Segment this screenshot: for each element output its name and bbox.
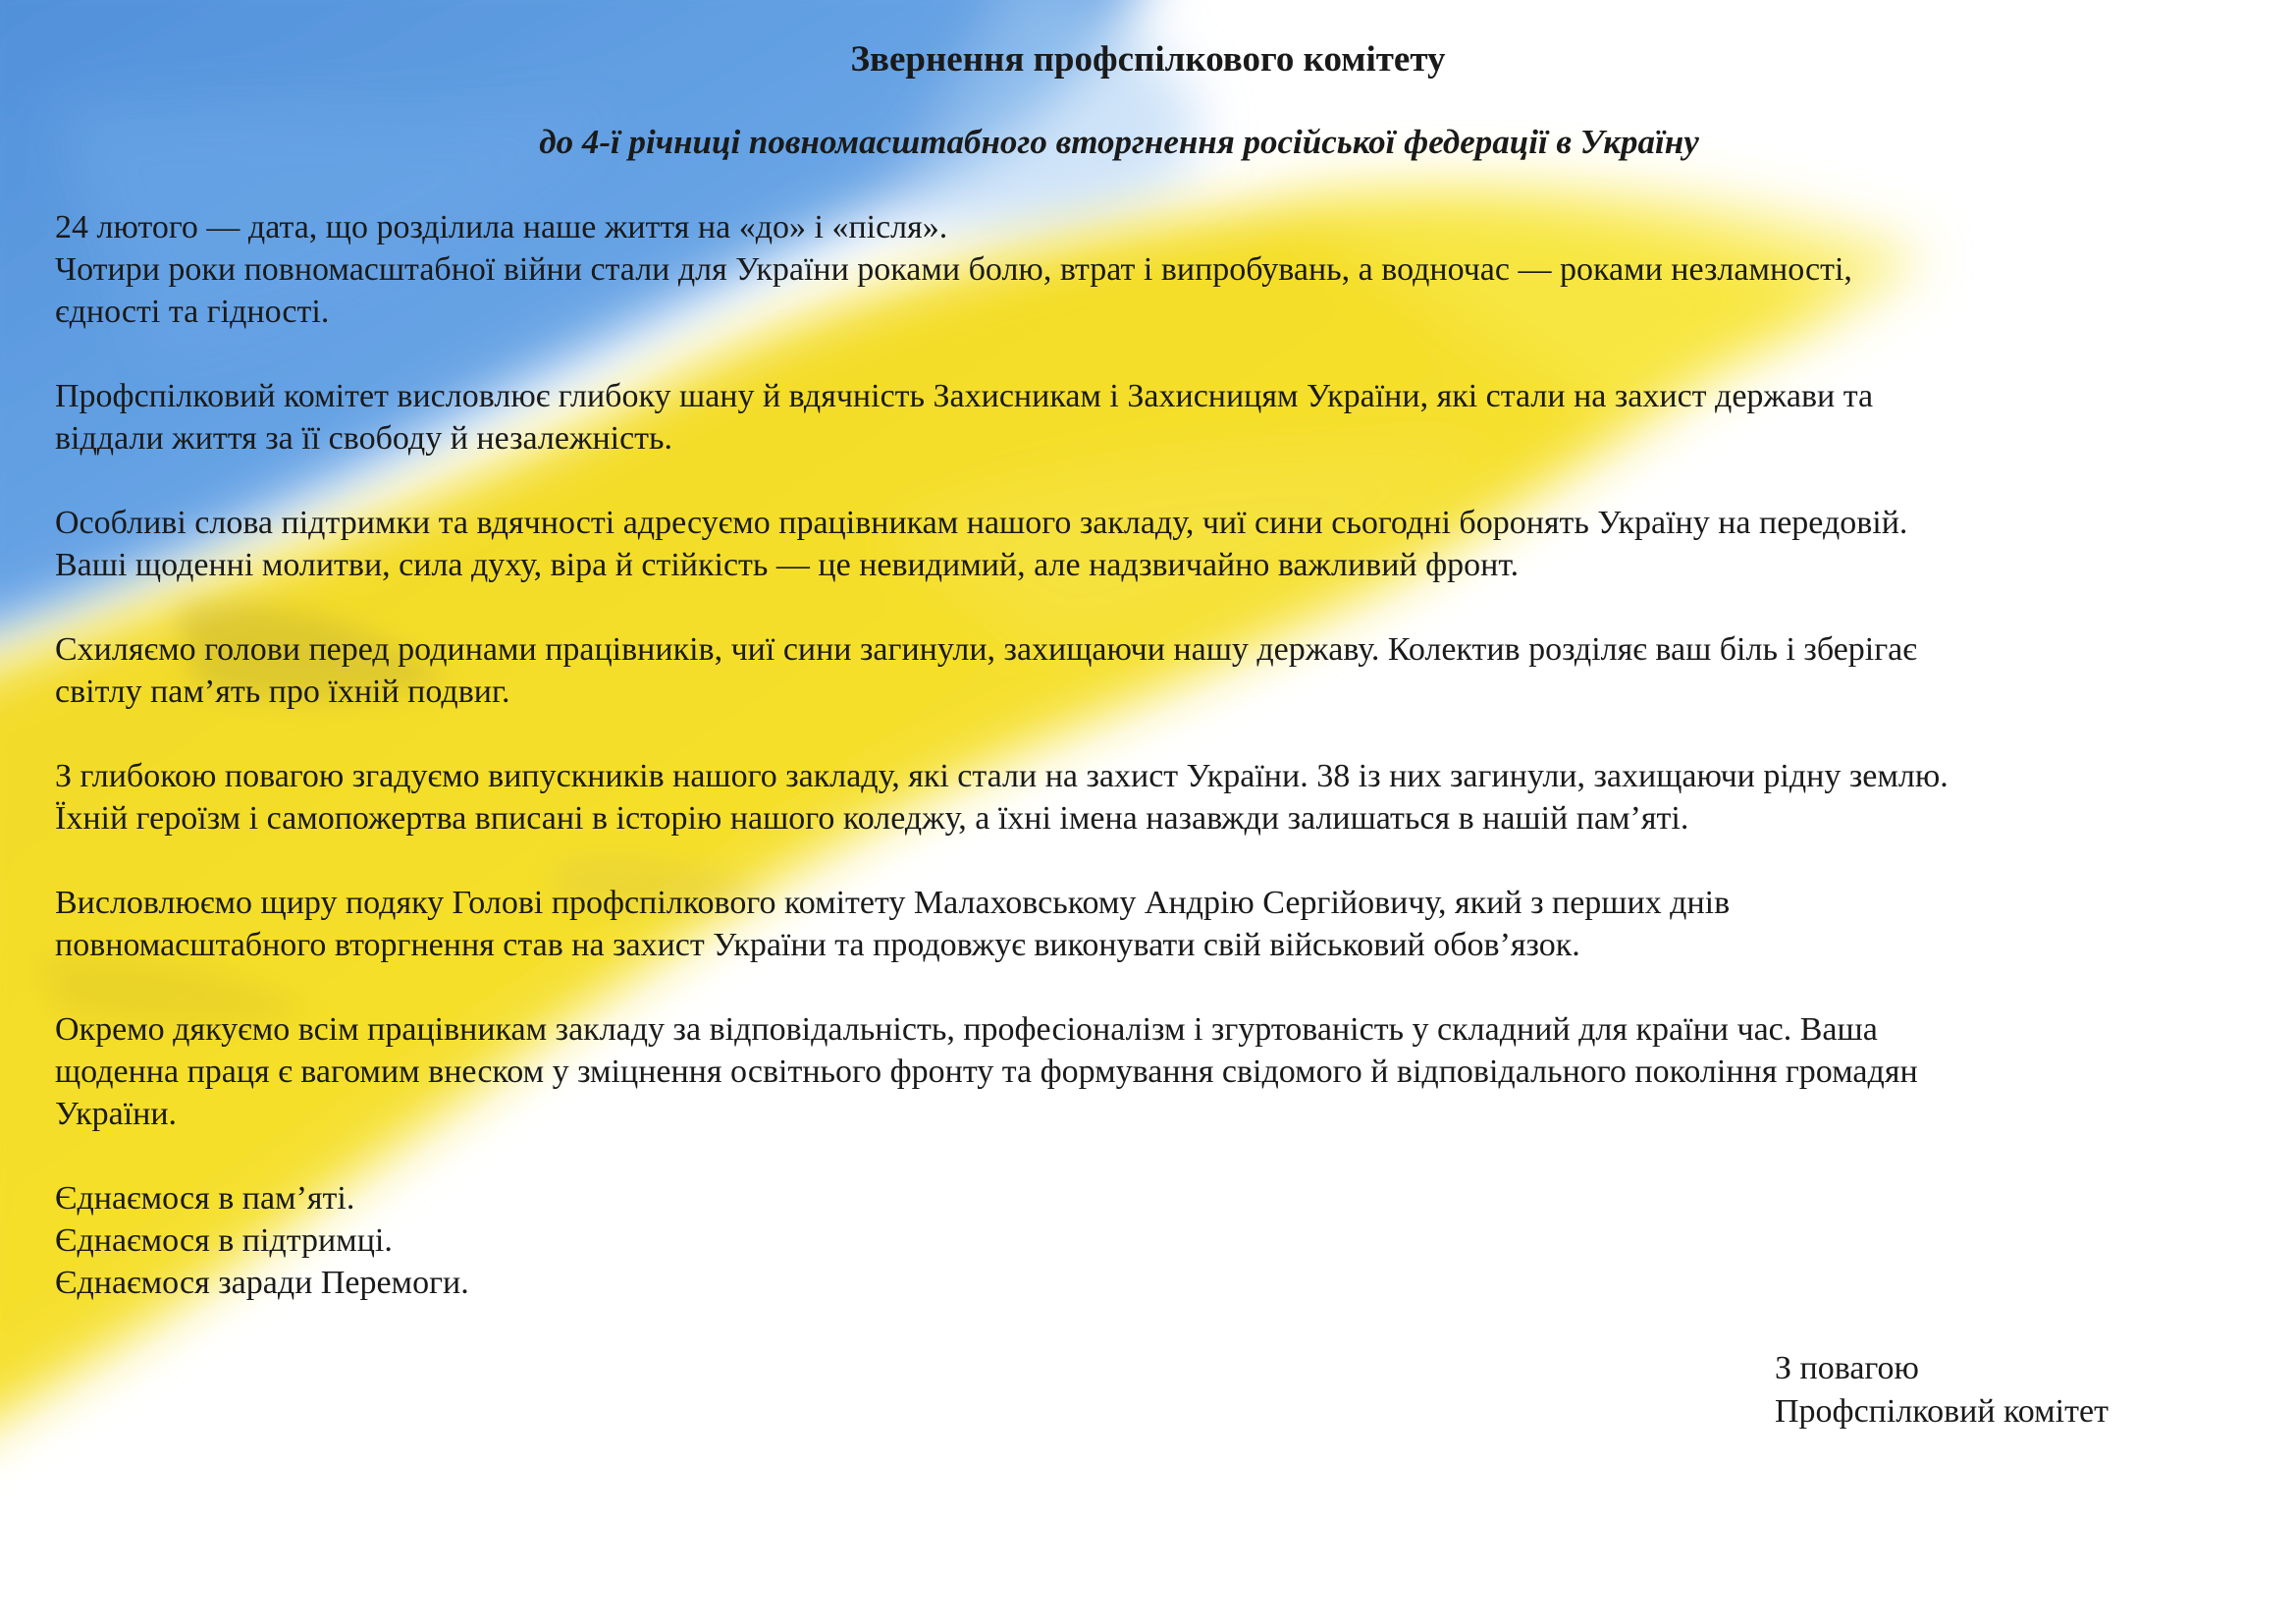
text-line: Окремо дякуємо всім працівникам закладу за відповідальність, професіоналізм і згуртованість у складний для країни час. Ваша	[55, 1011, 1878, 1048]
paragraph-defenders	[55, 375, 2254, 460]
paragraph-intro	[55, 206, 2254, 333]
text-line: Схиляємо голови перед родинами працівників, чиї сини загинули, захищаючи нашу державу. Колектив розділяє ваш біль і зберігає	[55, 631, 1917, 668]
text-line: єдності та гідності.	[55, 294, 330, 330]
text-line: Їхній героїзм і самопожертва вписані в історію нашого коледжу, а їхні імена назавжди залишаться в нашій пам’яті.	[55, 800, 1689, 837]
signature-author: Профспілковий комітет	[1775, 1393, 2109, 1430]
text-line: З глибокою повагою згадуємо випускників нашого закладу, які стали на захист України. 38 із них загинули, захищаючи рідну землю.	[55, 758, 1949, 794]
paragraph-closing	[55, 1177, 2254, 1304]
signature-block	[1775, 1347, 2109, 1434]
page-subtitle: до 4-ї річниці повномасштабного вторгнення російської федерації в Україну	[539, 123, 1699, 161]
text-line: віддали життя за її свободу й незалежність.	[55, 420, 673, 457]
signature-greeting: З повагою	[1775, 1350, 1919, 1386]
text-line: повномасштабного вторгнення став на захист України та продовжує виконувати свій військовий обов’язок.	[55, 927, 1580, 963]
text-line: 24 лютого — дата, що розділила наше життя на «до» і «після».	[55, 209, 948, 245]
text-line: Єднаємося заради Перемоги.	[55, 1265, 469, 1301]
text-line: Ваші щоденні молитви, сила духу, віра й стійкість — це невидимий, але надзвичайно важливий фронт.	[55, 547, 1520, 583]
text-line: Профспілковий комітет висловлює глибоку шану й вдячність Захисникам і Захисницям України, які стали на захист держави та	[55, 378, 1874, 414]
text-line: Особливі слова підтримки та вдячності адресуємо працівникам нашого закладу, чиї сини сьогодні боронять Україну на передовій.	[55, 505, 1908, 541]
paragraph-condolences	[55, 628, 2254, 713]
text-line: світлу пам’ять про їхній подвиг.	[55, 674, 510, 710]
paragraph-gratitude-staff	[55, 1008, 2254, 1135]
text-line: України.	[55, 1096, 178, 1132]
paragraph-gratitude-head	[55, 882, 2254, 966]
text-line: Чотири роки повномасштабної війни стали для України роками болю, втрат і випробувань, а водночас — роками незламності,	[55, 251, 1852, 288]
paragraph-support	[55, 502, 2254, 586]
text-line: Єднаємося в пам’яті.	[55, 1180, 355, 1217]
letter-body	[55, 206, 2254, 1346]
page-title: Звернення профспілкового комітету	[850, 39, 1446, 80]
text-line: Єднаємося в підтримці.	[55, 1222, 393, 1259]
text-line: Висловлюємо щиру подяку Голові профспілкового комітету Малаховському Андрію Сергійовичу, який з перших днів	[55, 885, 1731, 921]
paragraph-graduates	[55, 755, 2254, 839]
text-line: щоденна праця є вагомим внеском у зміцнення освітнього фронту та формування свідомого й відповідального покоління громадян	[55, 1054, 1918, 1090]
